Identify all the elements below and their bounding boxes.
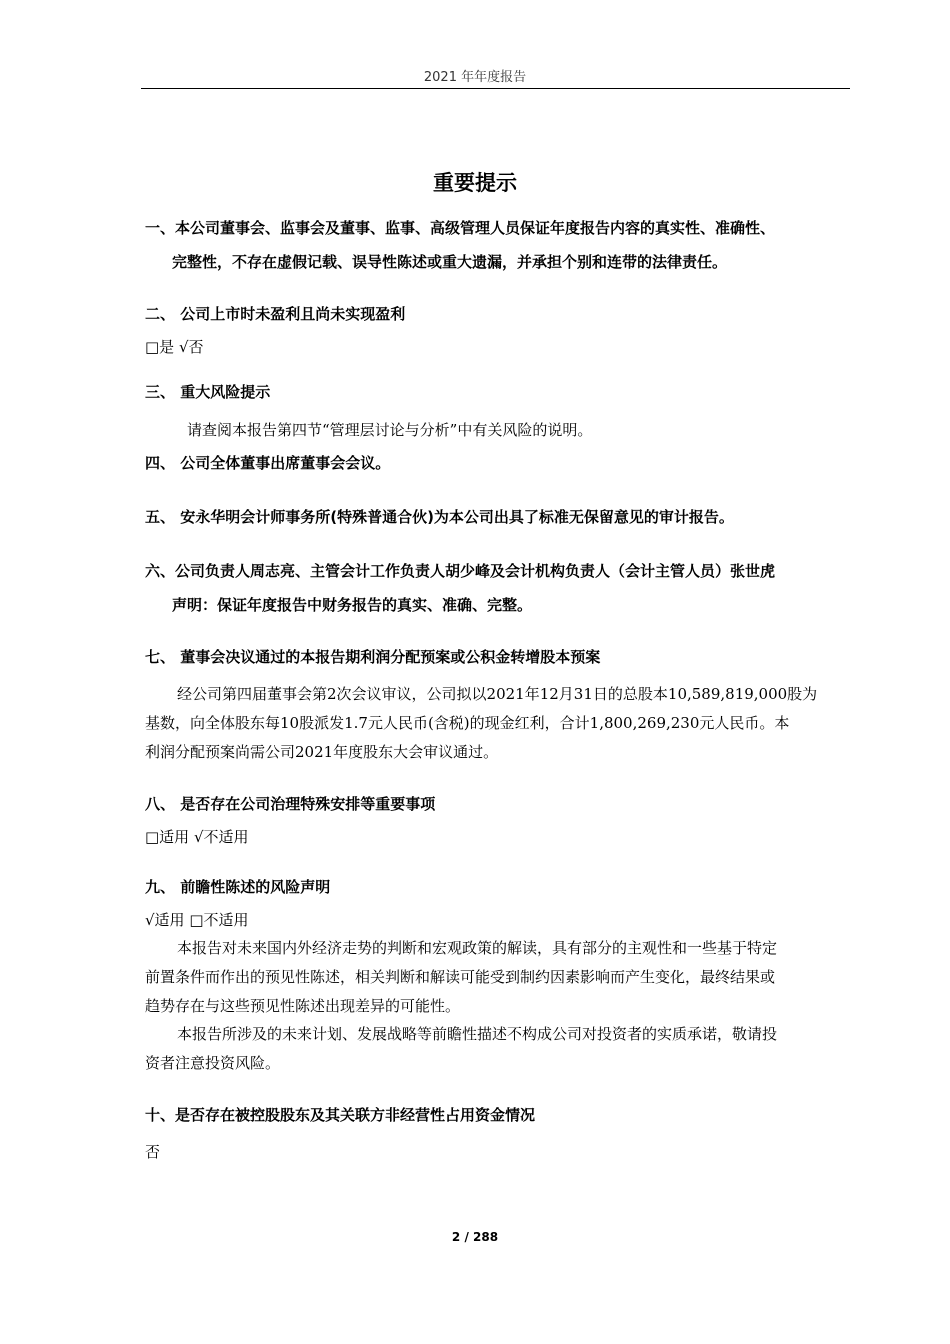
section-10-answer: 否 <box>145 1143 161 1161</box>
section-9-p1-line-3: 趋势存在与这些预见性陈述出现差异的可能性。 <box>145 997 461 1015</box>
section-1-line-2: 完整性，不存在虚假记载、误导性陈述或重大遗漏，并承担个别和连带的法律责任。 <box>172 253 728 271</box>
section-7-body-line-3: 利润分配预案尚需公司2021年度股东大会审议通过。 <box>145 743 499 761</box>
section-2-heading: 二、 公司上市时未盈利且尚未实现盈利 <box>145 305 406 323</box>
section-7-body-line-1: 经公司第四届董事会第2次会议审议，公司拟以2021年12月31日的总股本10,589,819,000股为 <box>177 685 818 703</box>
section-9-paragraph-1 <box>145 934 850 1021</box>
section-10-heading: 十、是否存在被控股股东及其关联方非经营性占用资金情况 <box>145 1106 536 1124</box>
section-1-line-1: 一、本公司董事会、监事会及董事、监事、高级管理人员保证年度报告内容的真实性、准确性、 <box>145 219 776 237</box>
section-2-answer: □是 √否 <box>145 338 204 356</box>
section-3-text: 请查阅本报告第四节“管理层讨论与分析”中有关风险的说明。 <box>187 421 593 439</box>
section-8-heading: 八、 是否存在公司治理特殊安排等重要事项 <box>145 795 436 813</box>
section-8-answer: □适用 √不适用 <box>145 828 249 846</box>
section-1 <box>145 211 850 279</box>
section-9-p1-line-2: 前置条件而作出的预见性陈述，相关判断和解读可能受到制约因素影响而产生变化，最终结果或 <box>145 968 776 986</box>
section-9-paragraph-2 <box>145 1020 850 1078</box>
section-6 <box>145 554 850 622</box>
section-4-heading: 四、 公司全体董事出席董事会会议。 <box>145 454 391 472</box>
section-9-p1-line-1: 本报告对未来国内外经济走势的判断和宏观政策的解读，具有部分的主观性和一些基于特定 <box>177 939 778 957</box>
section-9-answer: √适用 □不适用 <box>145 911 249 929</box>
section-7-body-line-2: 基数，向全体股东每10股派发1.7元人民币(含税)的现金红利，合计1,800,269,230元人民币。本 <box>145 714 790 732</box>
page-title: 重要提示 <box>433 171 517 195</box>
section-6-line-2: 声明：保证年度报告中财务报告的真实、准确、完整。 <box>172 596 533 614</box>
report-header: 2021 年年度报告 <box>423 70 527 85</box>
section-5-heading: 五、 安永华明会计师事务所(特殊普通合伙)为本公司出具了标准无保留意见的审计报告。 <box>145 508 734 526</box>
section-3-heading: 三、 重大风险提示 <box>145 383 271 401</box>
header-divider <box>141 88 850 89</box>
section-7-body <box>145 680 850 767</box>
section-6-line-1: 六、公司负责人周志亮、主管会计工作负责人胡少峰及会计机构负责人（会计主管人员）张世虎 <box>145 562 776 580</box>
section-9-p2-line-2: 资者注意投资风险。 <box>145 1054 281 1072</box>
section-9-heading: 九、 前瞻性陈述的风险声明 <box>145 878 331 896</box>
section-7-heading: 七、 董事会决议通过的本报告期利润分配预案或公积金转增股本预案 <box>145 648 601 666</box>
page-number: 2 / 288 <box>451 1230 499 1244</box>
section-9-p2-line-1: 本报告所涉及的未来计划、发展战略等前瞻性描述不构成公司对投资者的实质承诺，敬请投 <box>177 1025 778 1043</box>
